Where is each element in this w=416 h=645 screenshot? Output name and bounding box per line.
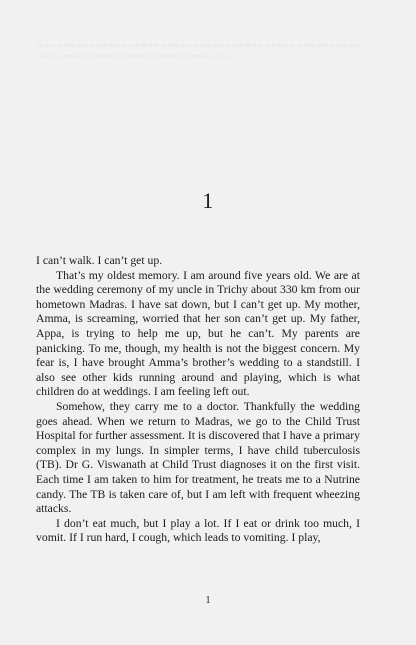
chapter-number: 1	[202, 188, 214, 213]
paragraph: That’s my oldest memory. I am around five years old. We are at the wedding ceremony of my uncle in Trichy about 330 km from our hometown Madras. I have sat down, but I can’t get up. My mother, Amma, is screaming, worried that her son can’t get up. My father, Appa, is trying to help me up, but he can’t. My parents are panicking. To me, though, my health is not the biggest concern. My fear is, I have brought Amma’s brother’s wedding to a standstill. I also see other kids running around and playing, which is what children do at weddings. I am feeling left out.	[36, 268, 360, 399]
page-number: 1	[205, 595, 211, 606]
chapter-body	[36, 254, 360, 546]
show-through-text: ≈ ≈ ≈ ≈ ≈ ≈ ≈ ≈ ≈ ≈ ≈ ≈ ≈ ≈ ≈ ≈ ≈ ≈ ≈ ≈ ≈ ≈ ≈ ≈ ≈ ≈ ≈ ≈ ≈ ≈ ≈ ≈ ≈ ≈ ≈ ≈ ≈ ≈ ≈ ≈ ≈ ≈ ≈ ≈ ≈ ≈ ≈ ≈ ≈ ≈ ≈ ≈ ≈ ≈ ≈ ≈ ≈ ≈ ≈ ≈ ≈ ≈ ≈ ≈ ≈ ≈ ≈ ≈ ≈ ≈ ≈ ≈ ≈ ≈ ≈ ≈ ≈ ≈ ≈ ≈	[38, 41, 360, 61]
paragraph: Somehow, they carry me to a doctor. Thankfully the wedding goes ahead. When we return to Madras, we go to the Child Trust Hospital for further assessment. It is discovered that I have a primary complex in my lungs. In simpler terms, I have child tuberculosis (TB). Dr G. Viswanath at Child Trust diagnoses it on the first visit. Each time I am taken to him for treatment, he treats me to a Nutrine candy. The TB is taken care of, but I am left with frequent wheezing attacks.	[36, 399, 360, 516]
paragraph: I don’t eat much, but I play a lot. If I eat or drink too much, I vomit. If I run hard, I cough, which leads to vomiting. I play,	[36, 516, 360, 545]
paragraph: I can’t walk. I can’t get up.	[36, 254, 163, 267]
